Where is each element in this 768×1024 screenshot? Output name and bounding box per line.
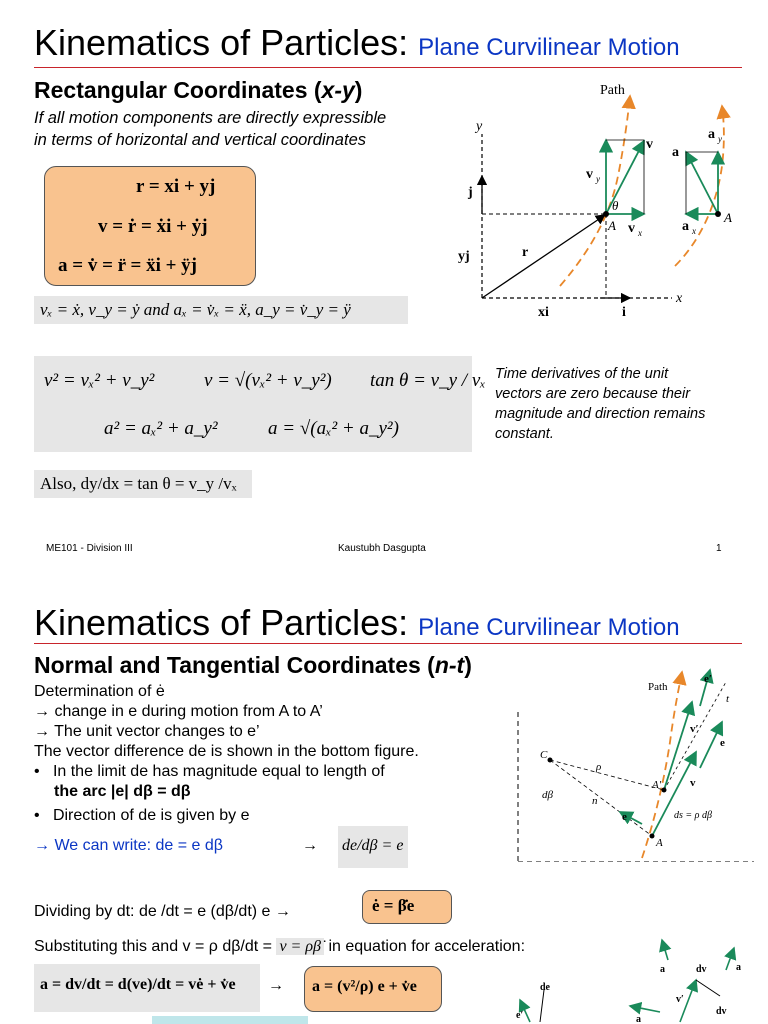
svg-text:t: t (726, 693, 730, 705)
svg-text:v: v (646, 137, 653, 152)
svg-text:a: a (682, 219, 689, 234)
section-heading: Rectangular Coordinates (x-y) (34, 77, 363, 103)
title-main: Kinematics of Particles: (34, 602, 409, 643)
svg-text:dβ: dβ (542, 789, 553, 801)
slide-title (34, 602, 680, 644)
bullet-1-continued: the arc |e| dβ = dβ (54, 783, 191, 800)
a-vector (686, 152, 718, 214)
path-curve (560, 96, 630, 286)
eq-acceleration-result: a = (v²/ρ) e + v̇e (312, 978, 417, 995)
svg-text:A: A (724, 210, 732, 225)
footer-course: ME101 - Division III (46, 543, 133, 554)
svg-text:v: v (628, 221, 635, 236)
eq-et-dot: ė = β̇e (372, 896, 415, 915)
eq-acceleration: a = v̇ = r̈ = ẍi + ÿj (58, 255, 198, 276)
substituting-line: Substituting this and v = ρ dβ/dt = v = ρβ̇ in equation for acceleration: (34, 938, 526, 955)
line-unit-vector: → The unit vector changes to e’ (34, 723, 260, 740)
title-main: Kinematics of Particles: (34, 22, 409, 63)
svg-text:j: j (468, 185, 473, 200)
eq-det-dbeta: de/dβ = e (342, 837, 404, 854)
svg-text:e′: e′ (704, 673, 712, 685)
svg-text:v: v (586, 167, 593, 182)
svg-text:Path: Path (648, 681, 668, 693)
svg-text:y: y (718, 134, 722, 144)
svg-text:ds = ρ dβ: ds = ρ dβ (674, 810, 712, 821)
et-vector (700, 722, 722, 768)
position-vector (482, 215, 605, 298)
svg-text:x: x (638, 228, 642, 238)
arrow-2: → (268, 977, 284, 994)
svg-text:de: de (540, 982, 550, 993)
side-note: Time derivatives of the unit vectors are zero because their magnitude and direction remains constant. (495, 366, 706, 442)
svg-text:a: a (672, 145, 679, 160)
svg-text:a: a (708, 127, 715, 142)
svg-text:C: C (540, 749, 548, 761)
eq-a-magnitude: a = √(aₓ² + a_y²) (268, 418, 399, 439)
svg-text:yj: yj (458, 249, 470, 264)
rectangular-coordinates-figure (450, 76, 750, 326)
svg-text:v′: v′ (690, 723, 699, 735)
intro-line-2: in terms of horizontal and vertical coordinates (34, 131, 366, 149)
next-equation-box (152, 1016, 308, 1024)
svg-text:i: i (622, 305, 626, 320)
dividing-line: Dividing by dt: de /dt = e (dβ/dt) e → (34, 903, 291, 920)
path-curve (642, 672, 682, 858)
svg-text:y: y (596, 174, 600, 184)
an-vector (630, 1006, 660, 1012)
svg-text:dv: dv (696, 964, 707, 975)
title-rule (34, 643, 742, 644)
svg-text:e: e (622, 811, 627, 823)
svg-text:x: x (676, 291, 683, 306)
intro-line-1: If all motion components are directly expressible (34, 109, 387, 127)
svg-text:a: a (736, 962, 741, 973)
eq-acceleration-derivation: a = dv/dt = d(ve)/dt = vė + v̇e (40, 976, 236, 993)
line-change: → change in e during motion from A to A’ (34, 703, 323, 720)
svg-text:a: a (636, 1014, 641, 1024)
svg-text:a: a (660, 964, 665, 975)
v-prime-vector (664, 702, 692, 790)
eq-v-squared: v² = vₓ² + v_y² (44, 370, 155, 391)
v-vector (652, 752, 696, 836)
svg-text:A′: A′ (652, 779, 662, 791)
arrow: → (302, 837, 318, 854)
line-vector-difference: The vector difference de is shown in the bottom figure. (34, 743, 419, 760)
eq-tan-theta: tan θ = v_y / vₓ (370, 370, 486, 391)
footer-author: Kaustubh Dasgupta (338, 543, 426, 554)
svg-text:e′: e′ (516, 1010, 524, 1021)
svg-text:θ: θ (612, 198, 619, 213)
svg-text:A: A (656, 837, 663, 849)
line-determination: Determination of ė (34, 683, 165, 700)
a-vector (662, 940, 668, 960)
svg-text:xi: xi (538, 305, 549, 320)
eq-components: vₓ = ẋ, v_y = ẏ and aₓ = v̇ₓ = ẍ, a_y = v̇_y = ÿ (40, 300, 351, 319)
title-sub: Plane Curvilinear Motion (418, 34, 680, 61)
eq-velocity: v = ṙ = ẋi + ẏj (98, 216, 208, 237)
svg-text:ρ: ρ (596, 761, 602, 773)
title-sub: Plane Curvilinear Motion (418, 614, 680, 641)
svg-text:e: e (720, 737, 725, 749)
eq-position: r = xi + yj (136, 176, 216, 197)
svg-text:x: x (692, 226, 696, 236)
eq-v-magnitude: v = √(vₓ² + v_y²) (204, 370, 332, 391)
svg-text:dv: dv (716, 1006, 727, 1017)
svg-text:y: y (476, 119, 483, 134)
we-can-write: → We can write: de = e dβ (34, 837, 223, 854)
slide-title (34, 22, 680, 64)
svg-text:v′: v′ (676, 994, 684, 1005)
footer-page-number: 1 (716, 543, 722, 554)
eq-slope: Also, dy/dx = tan θ = v_y /vₓ (40, 474, 237, 493)
svg-text:v: v (690, 777, 696, 789)
section-heading: Normal and Tangential Coordinates (n-t) (34, 652, 472, 678)
svg-text:Path: Path (600, 83, 625, 98)
acceleration-vector-figures (500, 930, 760, 1024)
bullet-1: • In the limit de has magnitude equal to length of (34, 763, 385, 780)
at-vector (726, 948, 734, 970)
title-rule (34, 67, 742, 68)
svg-text:A: A (608, 218, 616, 233)
eq-a-squared: a² = aₓ² + a_y² (104, 418, 218, 439)
normal-tangential-figure (514, 662, 754, 862)
det-vector (540, 990, 544, 1022)
path-curve-right (675, 106, 724, 266)
dv-vector (696, 980, 720, 996)
svg-text:r: r (522, 245, 529, 260)
slide-2 (0, 580, 768, 1024)
bullet-2: • Direction of de is given by e (34, 807, 250, 824)
svg-text:n: n (592, 795, 598, 807)
